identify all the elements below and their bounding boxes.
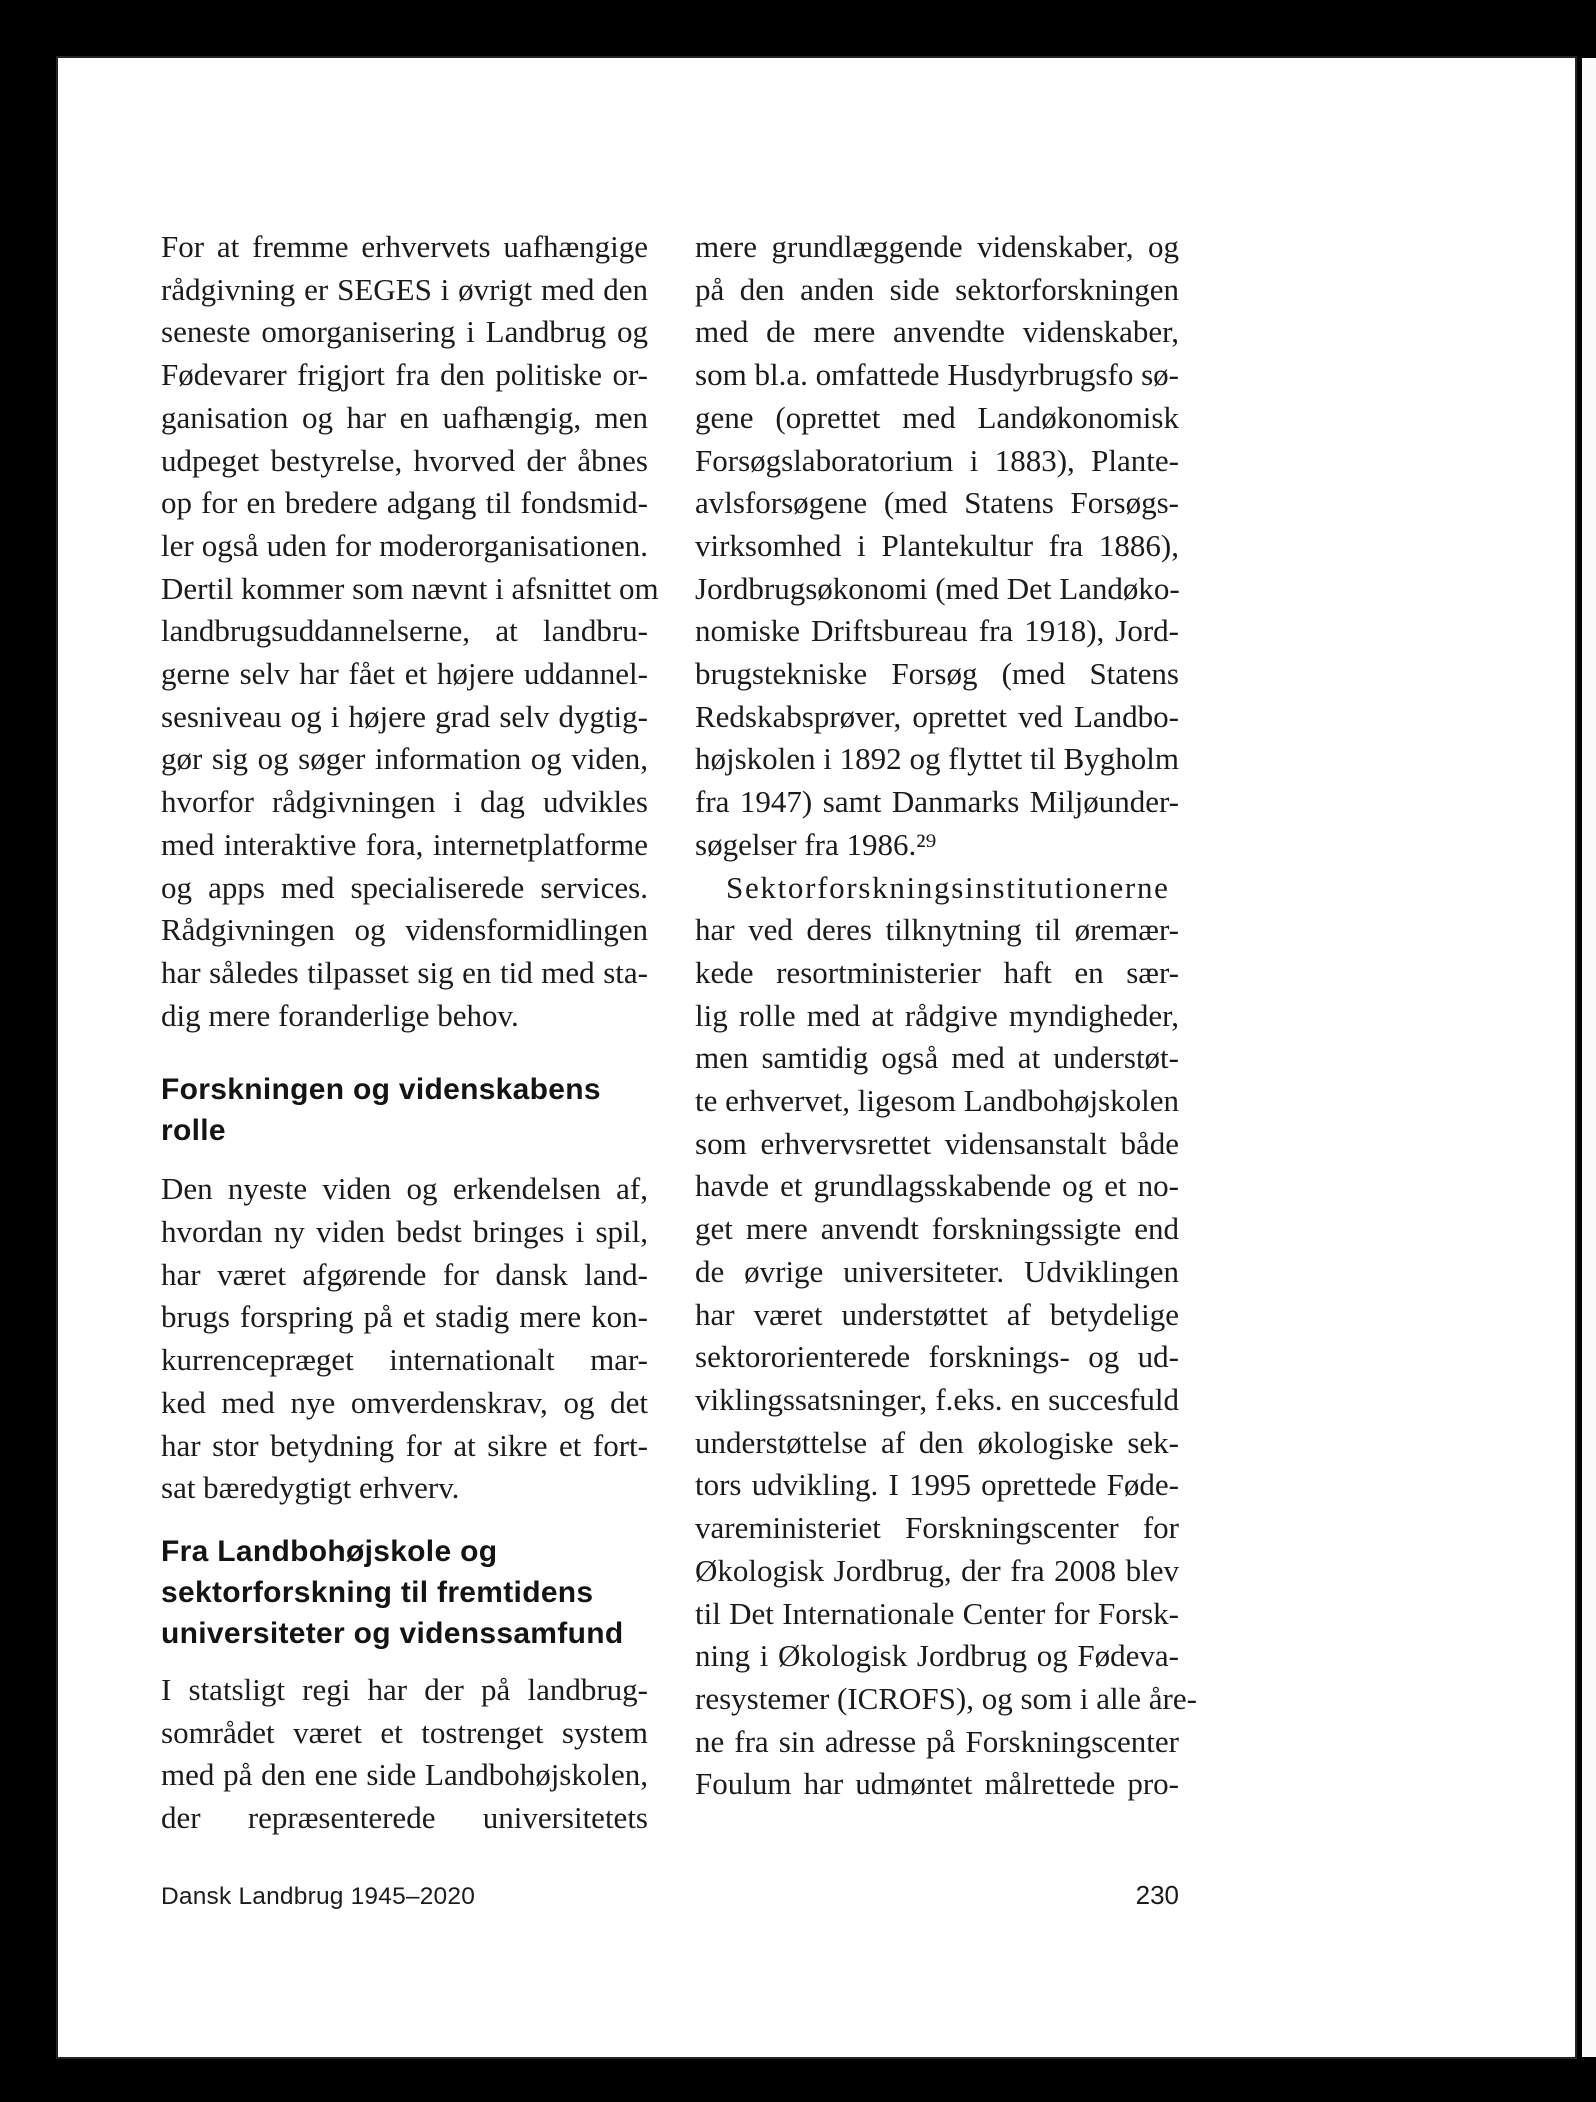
text-line: har været understøttet af betydelige <box>695 1296 1179 1332</box>
text-line: understøttelse af den økologiske sek- <box>695 1424 1179 1460</box>
text-line: udpeget bestyrelse, hvorved der åbnes <box>161 442 648 478</box>
text-line: landbrugsuddannelserne, at landbru- <box>161 613 648 649</box>
text-line: kede resortministerier haft en sær- <box>695 954 1179 990</box>
text-line: brugs forspring på et stadig mere kon- <box>161 1299 648 1335</box>
text-line: tors udvikling. I 1995 oprettede Føde- <box>695 1467 1179 1503</box>
text-block <box>161 226 1197 1840</box>
text-line: sesniveau og i højere grad selv dygtig- <box>161 698 648 734</box>
adjacent-page-edge <box>1582 58 1596 2057</box>
text-line: der repræsenterede universitetets <box>161 1800 648 1836</box>
text-line: Foulum har udmøntet målrettede pro- <box>695 1766 1179 1802</box>
heading-line: sektorforskning til fremtidens <box>161 1575 594 1609</box>
heading-line: Forskningen og videnskabens rolle <box>161 1073 601 1148</box>
text-line: For at fremme erhvervets uafhængige <box>161 229 648 264</box>
text-line: ked med nye omverdenskrav, og det <box>161 1384 648 1420</box>
text-line: som erhvervsrettet vidensanstalt både <box>695 1125 1179 1161</box>
text-line: seneste omorganisering i Landbrug og <box>161 314 648 350</box>
text-line: til Det Internationale Center for Forsk- <box>695 1595 1179 1631</box>
text-line: mere grundlæggende videnskaber, og <box>695 229 1179 264</box>
paragraph <box>695 867 1197 1806</box>
text-line: har ved deres tilknytning til øremær- <box>695 912 1179 948</box>
text-line: Sektorforskningsinstitutionerne <box>726 869 1170 905</box>
text-line: havde et grundlagsskabende og et no- <box>695 1168 1179 1204</box>
text-line: Rådgivningen og vidensformidlingen <box>161 912 648 948</box>
text-line: Den nyeste viden og erkendelsen af, <box>161 1171 648 1207</box>
text-line: Jordbrugsøkonomi (med Det Landøko- <box>695 570 1180 606</box>
paragraph <box>161 226 659 1037</box>
left-column <box>161 226 659 1840</box>
text-line: har stor betydning for at sikre et fort- <box>161 1427 648 1463</box>
text-line: Forsøgslaboratorium i 1883), Plante- <box>695 442 1179 478</box>
section-heading <box>161 1531 648 1654</box>
text-line: gerne selv har fået et højere uddannel- <box>161 656 648 692</box>
text-line: ler også uden for moderorganisationen. <box>161 527 648 563</box>
text-line: med på den ene side Landbohøjskolen, <box>161 1757 648 1793</box>
heading-line: Fra Landbohøjskole og <box>161 1534 498 1568</box>
text-line: hvorfor rådgivningen i dag udvikles <box>161 784 648 820</box>
text-line: Redskabsprøver, oprettet ved Landbo- <box>695 698 1179 734</box>
heading-line: universiteter og videnssamfund <box>161 1616 624 1650</box>
text-line: I statsligt regi har der på landbrug- <box>161 1671 648 1707</box>
text-line: resystemer (ICROFS), og som i alle åre- <box>695 1680 1197 1716</box>
text-line: de øvrige universiteter. Udviklingen <box>695 1253 1179 1289</box>
text-line: sat bæredygtigt erhverv. <box>161 1470 460 1506</box>
text-line: og apps med specialiserede services. <box>161 869 648 905</box>
text-line: get mere anvendt forskningssigte end <box>695 1211 1179 1247</box>
footer-book-title: Dansk Landbrug 1945–2020 <box>161 1883 476 1910</box>
paragraph <box>695 226 1179 867</box>
text-line: på den anden side sektorforskningen <box>695 271 1179 307</box>
text-line: fra 1947) samt Danmarks Miljøunder- <box>695 784 1179 820</box>
text-line: sektororienterede forsknings- og ud- <box>695 1339 1179 1375</box>
text-line: te erhvervet, ligesom Landbohøjskolen <box>695 1083 1179 1119</box>
paragraph <box>161 1168 648 1510</box>
paragraph <box>161 1669 648 1840</box>
text-line: som bl.a. omfattede Husdyrbrugsfo sø- <box>695 357 1179 393</box>
text-line: kurrencepræget internationalt mar- <box>161 1342 648 1378</box>
book-page <box>58 58 1575 2057</box>
footer-page-number: 230 <box>1135 1880 1179 1910</box>
text-line: med de mere anvendte videnskaber, <box>695 314 1179 350</box>
text-line: gene (oprettet med Landøkonomisk <box>695 399 1179 435</box>
text-line: Dertil kommer som nævnt i afsnittet om <box>161 570 659 606</box>
text-line: ne fra sin adresse på Forskningscenter <box>695 1723 1179 1759</box>
text-line: ning i Økologisk Jordbrug og Fødeva- <box>695 1638 1179 1674</box>
text-line: sområdet været et tostrenget system <box>161 1714 648 1750</box>
page-footer <box>161 1880 1179 1911</box>
text-line: viklingssatsninger, f.eks. en succesfuld <box>695 1381 1179 1417</box>
text-line: nomiske Driftsbureau fra 1918), Jord- <box>695 613 1179 649</box>
text-line: gør sig og søger information og viden, <box>161 741 648 777</box>
text-line: lig rolle med at rådgive myndigheder, <box>695 997 1179 1033</box>
text-line: rådgivning er SEGES i øvrigt med den <box>161 271 648 307</box>
right-column <box>695 226 1197 1840</box>
text-line: med interaktive fora, internetplatforme <box>161 826 648 862</box>
section-heading <box>161 1069 648 1151</box>
text-line: har således tilpasset sig en tid med sta- <box>161 954 648 990</box>
text-line: ganisation og har en uafhængig, men <box>161 399 648 435</box>
text-line: hvordan ny viden bedst bringes i spil, <box>161 1214 648 1250</box>
text-line: søgelser fra 1986.²⁹ <box>695 826 937 862</box>
text-line: men samtidig også med at understøt- <box>695 1040 1179 1076</box>
text-line: højskolen i 1892 og flyttet til Bygholm <box>695 741 1179 777</box>
text-line: virksomhed i Plantekultur fra 1886), <box>695 527 1179 563</box>
text-line: Økologisk Jordbrug, der fra 2008 blev <box>695 1552 1179 1588</box>
text-line: vareministeriet Forskningscenter for <box>695 1510 1179 1546</box>
text-line: brugstekniske Forsøg (med Statens <box>695 656 1179 692</box>
text-line: op for en bredere adgang til fondsmid- <box>161 485 648 521</box>
text-line: Fødevarer frigjort fra den politiske or- <box>161 357 648 393</box>
text-line: har været afgørende for dansk land- <box>161 1256 648 1292</box>
text-line: dig mere foranderlige behov. <box>161 997 519 1033</box>
text-line: avlsforsøgene (med Statens Forsøgs- <box>695 485 1179 521</box>
